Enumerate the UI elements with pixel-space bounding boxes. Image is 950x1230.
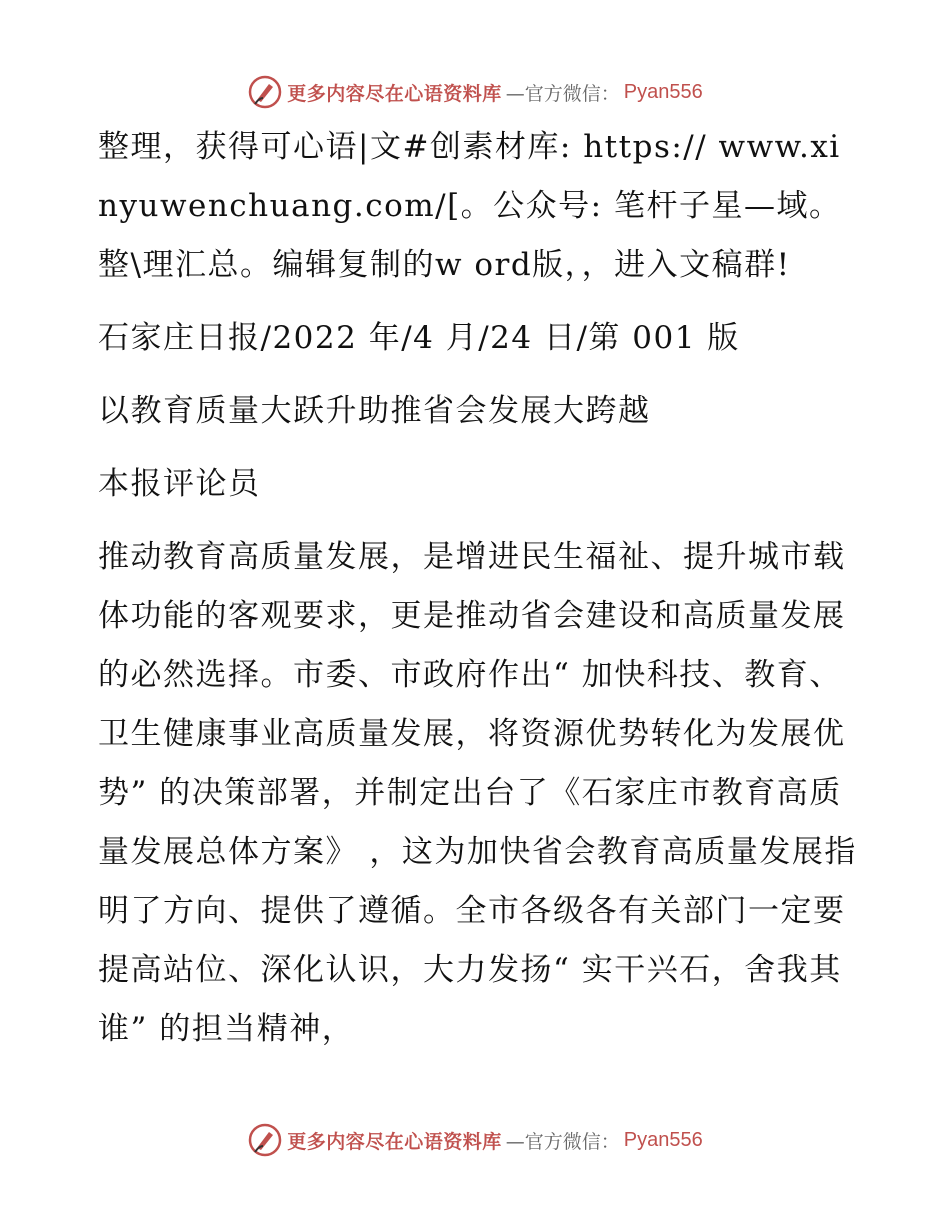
banner-text: 更多内容尽在心语资料库 (287, 82, 502, 105)
footer-banner-text: 更多内容尽在心语资料库 (287, 1130, 502, 1153)
source-line: 石家庄日报/2022 年/4 月/24 日/第 001 版 (98, 320, 740, 356)
footer-banner (0, 1120, 950, 1160)
intro-paragraph: 整理，获得可心语|文#创素材库: https:// www.xinyuwenchuang.com/[。公众号: 笔杆子星—域。整\理汇总。编辑复制的w ord版，，进入文稿群! (98, 129, 842, 283)
header-banner (0, 72, 950, 112)
footer-banner-separator: —官方微信： (505, 1130, 620, 1153)
banner-separator: —官方微信： (505, 82, 620, 105)
quill-logo-icon (247, 1122, 283, 1158)
article-title: 以教育质量大跃升助推省会发展大跨越 (98, 393, 651, 429)
banner-wechat-id: Pyan556 (623, 80, 703, 103)
footer-banner-wechat-id: Pyan556 (623, 1128, 703, 1151)
quill-logo-icon (247, 74, 283, 110)
document-body (98, 118, 858, 1059)
article-body: 推动教育高质量发展，是增进民生福祉、提升城市载体功能的客观要求，更是推动省会建设和高质量发展的必然选择。市委、市政府作出“ 加快科技、教育、卫生健康事业高质量发展，将资源优势转化为发展优势” 的决策部署，并制定出台了《石家庄市教育高质量发展总体方案》 ，这为加快省会教育高质量发展指明了方向、提供了遵循。全市各级各有关部门一定要提高站位、深化认识，大力发扬“ 实干兴石，舍我其谁” 的担当精神， (98, 539, 857, 1047)
article-author: 本报评论员 (98, 466, 261, 502)
